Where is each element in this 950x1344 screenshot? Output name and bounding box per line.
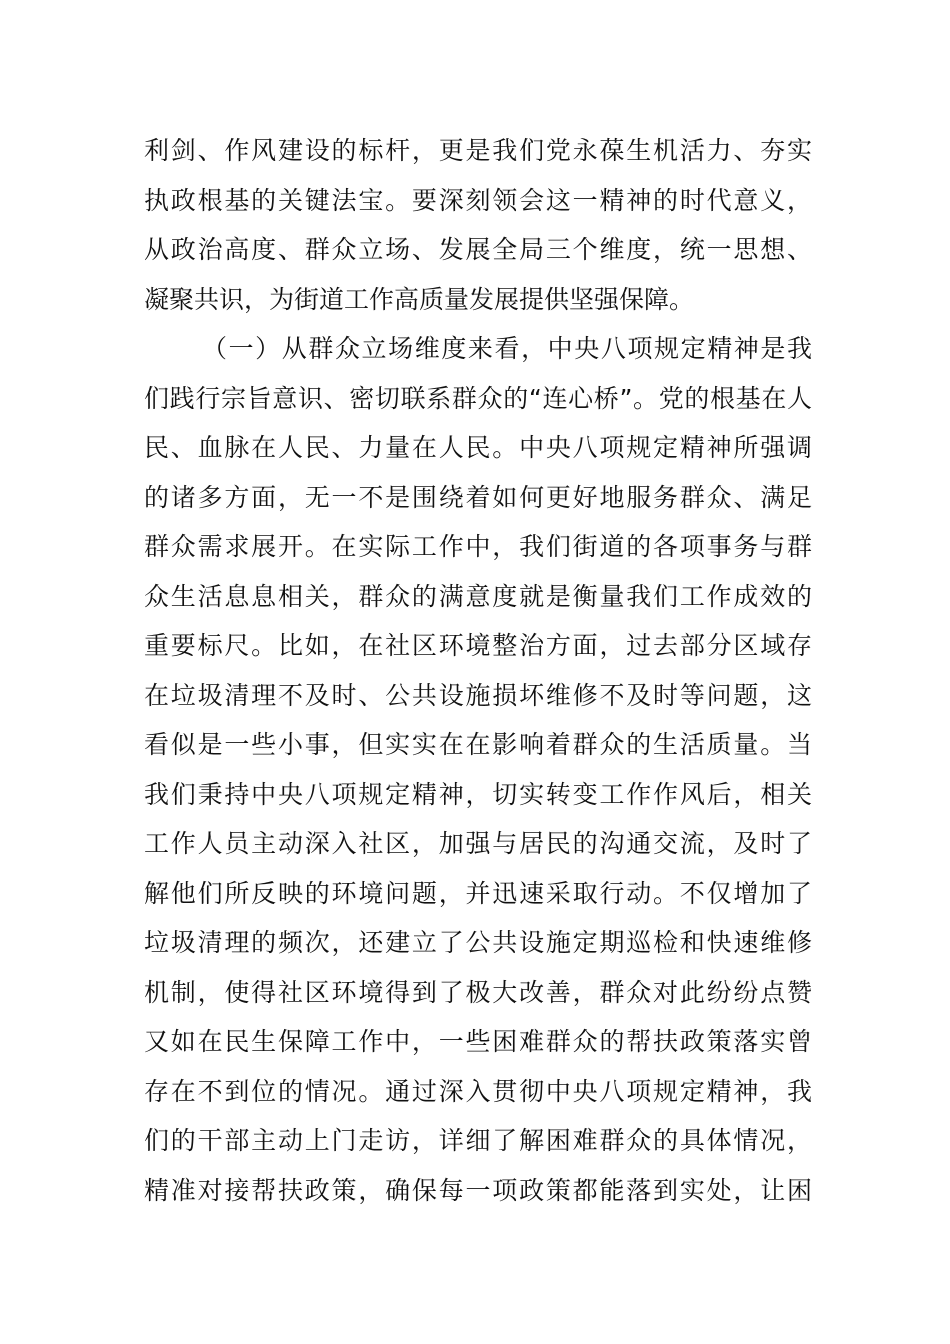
text-line: 看似是一些小事，但实实在在影响着群众的生活质量。当	[144, 730, 812, 759]
text-line: 重要标尺。比如，在社区环境整治方面，过去部分区域存	[144, 631, 812, 660]
text-line: 凝聚共识，为街道工作高质量发展提供坚强保障。	[144, 284, 695, 314]
paragraph-heading-line: （一）从群众立场维度来看，中央八项规定精神是我	[202, 334, 812, 363]
text-line: 执政根基的关键法宝。要深刻领会这一精神的时代意义，	[144, 185, 812, 215]
text-line: 解他们所反映的环境问题，并迅速采取行动。不仅增加了	[144, 878, 812, 908]
text-line: 群众需求展开。在实际工作中，我们街道的各项事务与群	[144, 532, 812, 561]
text-line: 又如在民生保障工作中，一些困难群众的帮扶政策落实曾	[144, 1027, 812, 1056]
text-line: 机制，使得社区环境得到了极大改善，群众对此纷纷点赞	[144, 977, 812, 1007]
text-line: 民、血脉在人民、力量在人民。中央八项规定精神所强调	[144, 433, 812, 462]
text-line: 在垃圾清理不及时、公共设施损坏维修不及时等问题，这	[144, 680, 812, 710]
text-line: 精准对接帮扶政策，确保每一项政策都能落到实处，让困	[144, 1175, 812, 1205]
text-line: 们践行宗旨意识、密切联系群众的“连心桥”。党的根基在人	[144, 383, 812, 413]
text-line: 众生活息息相关，群众的满意度就是衡量我们工作成效的	[144, 581, 812, 611]
text-line: 们的干部主动上门走访，详细了解困难群众的具体情况，	[144, 1126, 812, 1155]
text-line: 的诸多方面，无一不是围绕着如何更好地服务群众、满足	[144, 482, 812, 512]
text-line: 从政治高度、群众立场、发展全局三个维度，统一思想、	[144, 235, 812, 264]
text-line: 工作人员主动深入社区，加强与居民的沟通交流，及时了	[144, 829, 812, 858]
text-line: 利剑、作风建设的标杆，更是我们党永葆生机活力、夯实	[144, 136, 812, 165]
text-line: 垃圾清理的频次，还建立了公共设施定期巡检和快速维修	[144, 928, 812, 957]
text-line: 我们秉持中央八项规定精神，切实转变工作作风后，相关	[144, 779, 812, 809]
text-line: 存在不到位的情况。通过深入贯彻中央八项规定精神，我	[144, 1076, 812, 1106]
body-text	[144, 126, 812, 1215]
